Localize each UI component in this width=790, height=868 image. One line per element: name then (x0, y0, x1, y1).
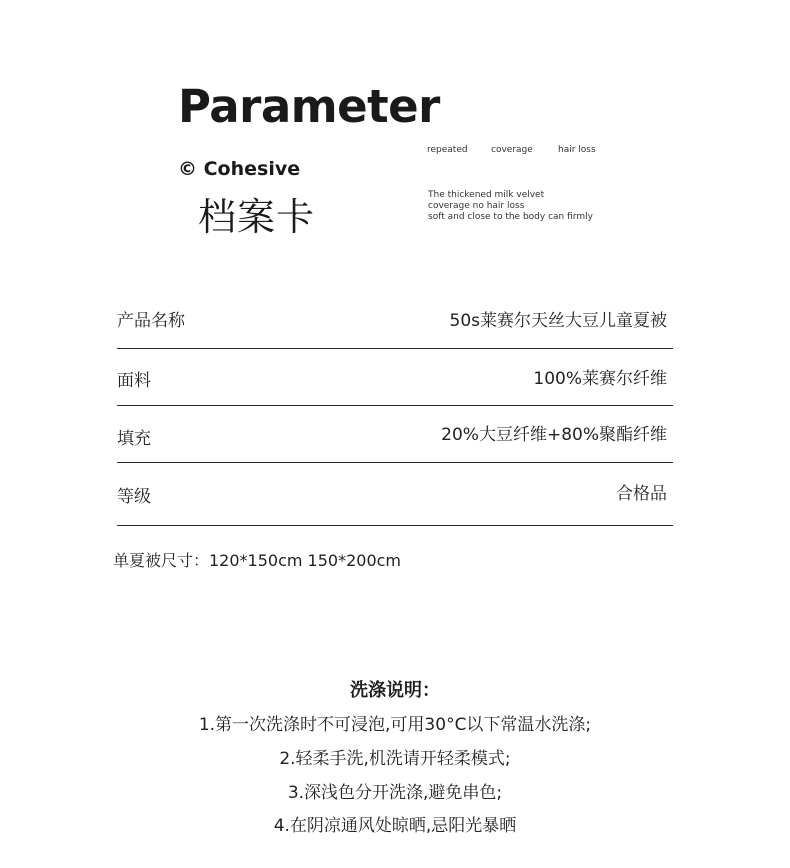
page-title: Parameter (178, 80, 440, 133)
param-value: 合格品 (616, 484, 667, 504)
wash-instruction-1: 1.第一次洗涤时不可浸泡,可用30°C以下常温水洗涤; (198, 715, 592, 735)
blurb-line: The thickened milk velvet (428, 190, 545, 200)
wash-instruction-4: 4.在阴凉通风处晾晒,忌阳光暴晒 (273, 816, 517, 836)
param-value: 50s莱赛尔天丝大豆儿童夏被 (449, 311, 667, 331)
quilt-size-line: 单夏被尺寸：120*150cm 150*200cm (113, 551, 402, 570)
blurb-line: soft and close to the body can firmly (428, 212, 593, 222)
param-value: 20%大豆纤维+80%聚酯纤维 (441, 425, 667, 445)
param-key: 等级 (117, 487, 151, 507)
feature-blurb (428, 190, 593, 223)
param-value: 100%莱赛尔纤维 (533, 369, 667, 389)
tag-hair-loss: hair loss (558, 145, 596, 155)
archive-card-title: 档案卡 (198, 195, 316, 239)
brand-name: © Cohesive (178, 158, 301, 180)
tag-coverage: coverage (491, 145, 533, 155)
parameter-table (117, 290, 673, 526)
blurb-line: coverage no hair loss (428, 201, 525, 211)
param-key: 面料 (117, 371, 151, 391)
tag-repeated: repeated (427, 145, 468, 155)
param-row-grade (117, 463, 673, 526)
wash-instruction-2: 2.轻柔手洗,机洗请开轻柔模式; (279, 749, 511, 769)
param-key: 填充 (117, 429, 151, 449)
param-row-fabric (117, 349, 673, 406)
param-key: 产品名称 (117, 311, 185, 331)
wash-instructions-title: 洗涤说明： (350, 680, 440, 701)
wash-instruction-3: 3.深浅色分开洗涤,避免串色; (287, 783, 503, 803)
param-row-product-name (117, 290, 673, 349)
param-row-filling (117, 406, 673, 463)
